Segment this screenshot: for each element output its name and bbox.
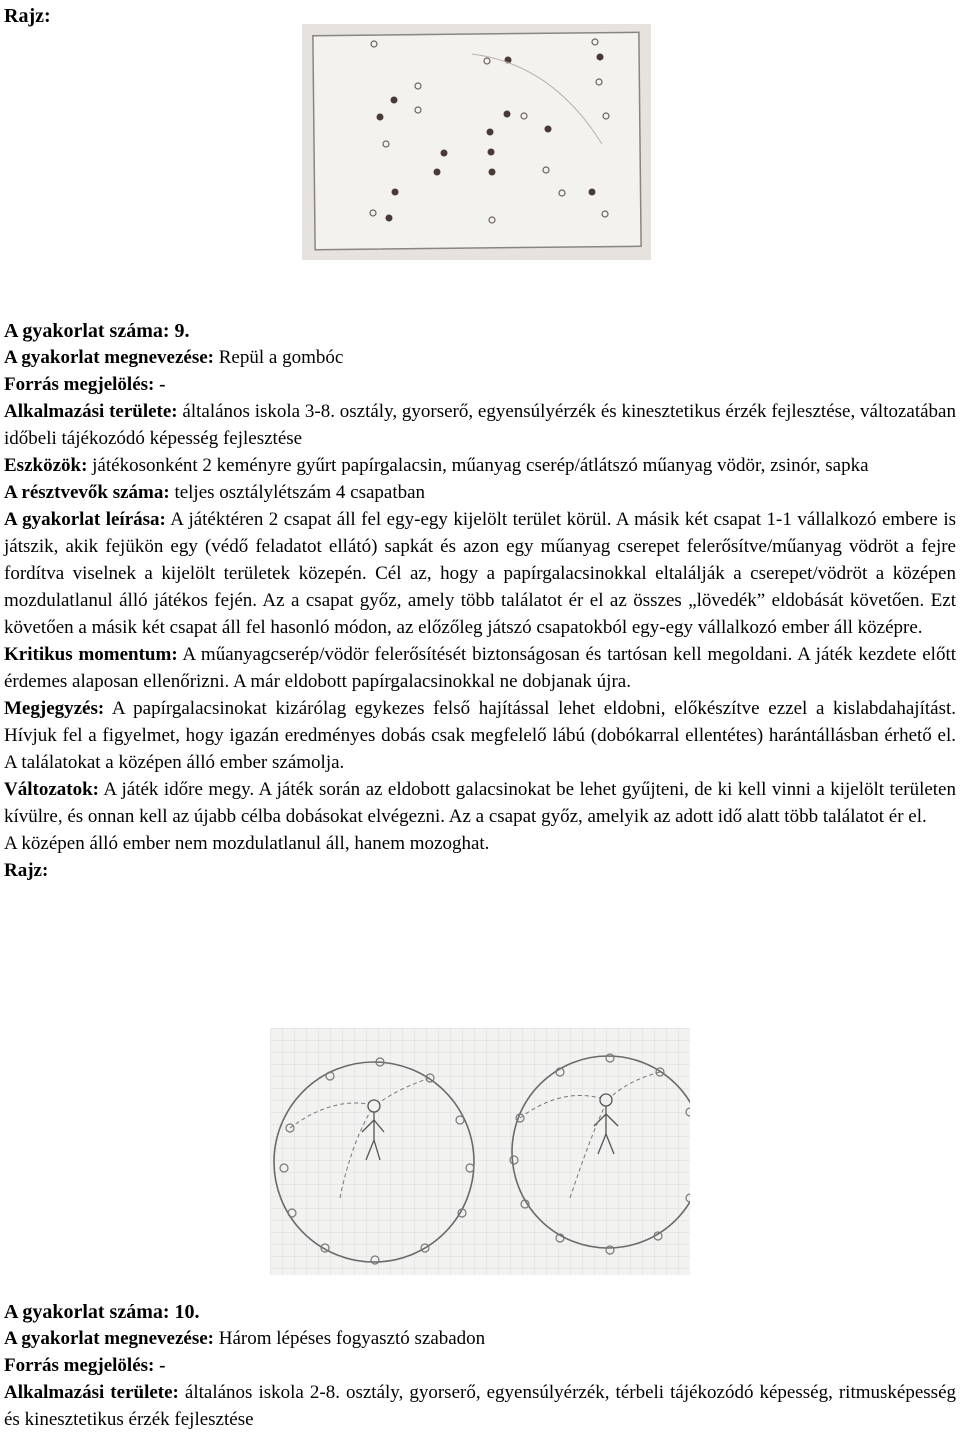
description-label: A gyakorlat leírása: <box>4 509 166 530</box>
description-value: A játéktéren 2 csapat áll fel egy-egy kijelölt terület körül. A másik két csapat 1-1 vállalkozó embere is játszik, akik fejükön egy (védő feladatot ellátó) sapkát és azon egy műanyag cserepet felerősítve/műanyag vödröt a fejre fordítva viselnek a kijelölt területek közepén. Cél az, hogy a papírgalacsinokkal eltalálják a cserepet/vödröt a középen mozdulatlanul álló játékos fején. Az a csapat győz, amely több találatot ér el az összes „lövedék” eldobását követően. Ezt követően a másik két csapat áll fel hasonló módon, az előzőleg játszó csapatokból egy-egy vállalkozó ember áll középre. <box>4 509 956 638</box>
tools-label: Eszközök: <box>4 455 88 476</box>
ex10-application-label: Alkalmazási területe: <box>4 1382 179 1403</box>
critical-value: A műanyagcserép/vödör felerősítését biztonságosan és tartósan kell megoldani. A játék kezdete előtt érdemes alaposan ellenőrizni. A már eldobott papírgalacsinokkal ne dobjanak újra. <box>4 644 957 692</box>
ex10-name-value: Három lépéses fogyasztó szabadon <box>214 1328 486 1349</box>
ex10-application-value: általános iskola 2-8. osztály, gyorserő, egyensúlyérzék, térbeli tájékozódó képesség, ritmusképesség és kinesztetikus érzék fejlesztése <box>4 1382 957 1430</box>
drawing-label: Rajz: <box>4 860 49 881</box>
note-value: A papírgalacsinokat kizárólag egykezes felső hajítással lehet eldobni, előkészítve ezzel a kislabdahajítást. Hívjuk fel a figyelmet, hogy igazán eredményes dobás csak megfelelő lábú (dobókarral ellentétes) harántállásban érhető el. A találatokat a középen álló ember számolja. <box>4 698 956 773</box>
variants-label: Változatok: <box>4 779 99 800</box>
exercise10-body <box>4 1325 956 1433</box>
exercise10-number: A gyakorlat száma: 10. <box>4 1301 200 1323</box>
variant2: A középen álló ember nem mozdulatlanul áll, hanem mozoghat. <box>4 833 490 854</box>
name-value: Repül a gombóc <box>214 347 344 368</box>
note-label: Megjegyzés: <box>4 698 105 719</box>
drawing-heading-top: Rajz: <box>4 5 51 27</box>
variants-value: A játék időre megy. A játék során az eldobott galacsinokat be lehet gyűjteni, de ki kell vinni a kijelölt területen kívülre, és onnan kell az újabb célba dobásokat elvégezni. Az a csapat győz, amelyik az adott idő alatt több találatot ér el. <box>4 779 956 827</box>
participants-value: teljes osztálylétszám 4 csapatban <box>169 482 426 503</box>
drawing-photo-circles <box>270 1028 690 1275</box>
application-value: általános iskola 3-8. osztály, gyorserő, egyensúlyérzék és kinesztetikus érzék fejlesztése, változatában időbeli tájékozódó képesség fejlesztése <box>4 401 956 449</box>
ex10-name-label: A gyakorlat megnevezése: <box>4 1328 214 1349</box>
source-label: Forrás megjelölés: - <box>4 374 166 395</box>
application-label: Alkalmazási területe: <box>4 401 178 422</box>
drawing-photo-dots <box>302 24 651 260</box>
exercise9-number: A gyakorlat száma: 9. <box>4 320 190 342</box>
ex10-source-label: Forrás megjelölés: - <box>4 1355 166 1376</box>
participants-label: A résztvevők száma: <box>4 482 170 503</box>
name-label: A gyakorlat megnevezése: <box>4 347 214 368</box>
tools-value: játékosonként 2 keményre gyűrt papírgalacsin, műanyag cserép/átlátszó műanyag vödör, zsinór, sapka <box>87 455 869 476</box>
exercise9-body <box>4 344 956 884</box>
critical-label: Kritikus momentum: <box>4 644 178 665</box>
